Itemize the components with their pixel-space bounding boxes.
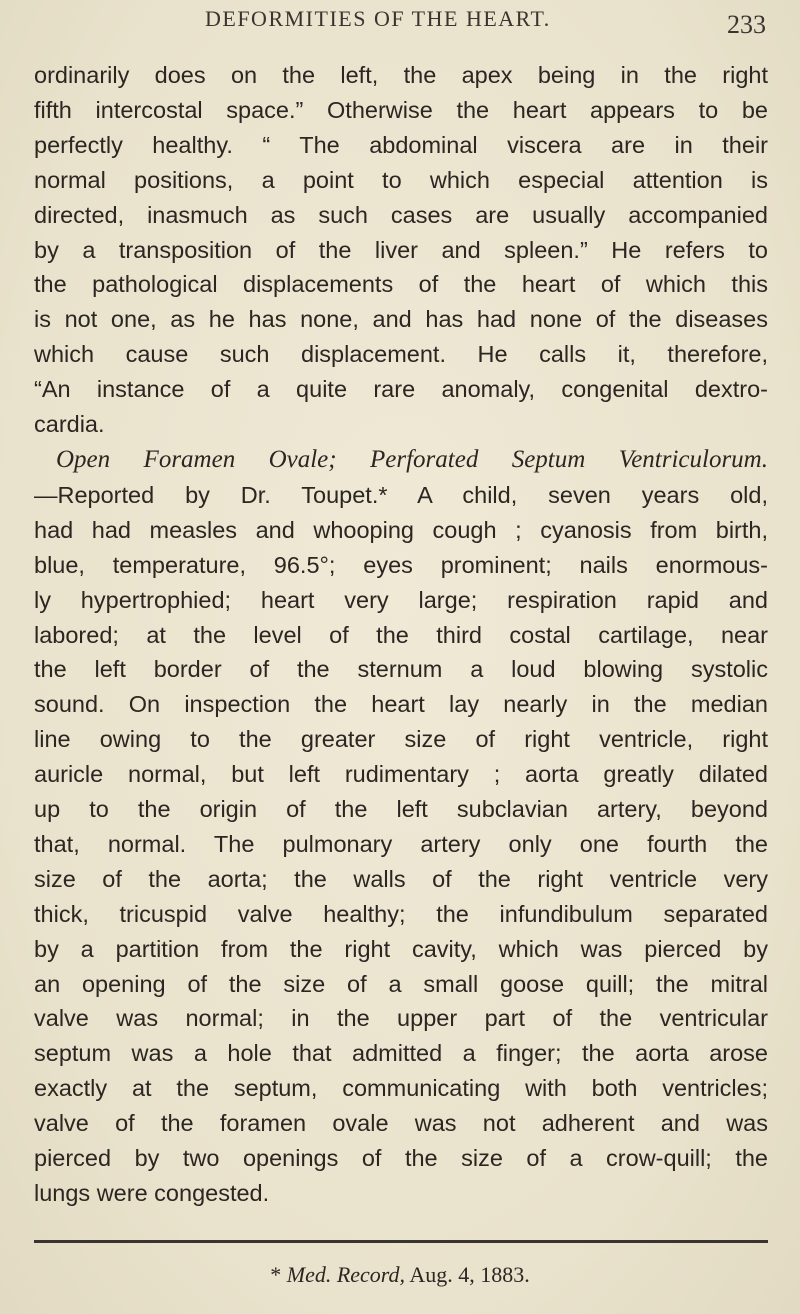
text-line: lungs were congested. (34, 1180, 270, 1206)
text-line: an opening of the size of a small goose quill; the mitral (34, 970, 768, 997)
text-line: size of the aorta; the walls of the right ventricle very (34, 865, 768, 892)
footnote-source: Med. Record, (286, 1262, 406, 1287)
text-line: thick, tricuspid valve healthy; the infundibulum separated (34, 900, 768, 927)
running-head (0, 4, 800, 38)
text-line: labored; at the level of the third costal cartilage, near (34, 621, 768, 648)
text-line: by a partition from the right cavity, which was pierced by (34, 935, 768, 962)
text-line: ly hypertrophied; heart very large; respiration rapid and (34, 586, 768, 613)
text-line: ordinarily does on the left, the apex being in the right (34, 62, 768, 88)
footnote-marker: * (270, 1262, 282, 1287)
text-line: by a transposition of the liver and spleen.” He refers to (34, 236, 768, 263)
section-heading: Open Foramen Ovale; Perforated Septum Ventriculorum. (56, 445, 768, 473)
text-line: directed, inasmuch as such cases are usually accompanied (34, 201, 768, 228)
text-line: up to the origin of the left subclavian artery, beyond (34, 796, 768, 823)
text-line: valve was normal; in the upper part of the ventricular (34, 1005, 768, 1032)
text-line: fifth intercostal space.” Otherwise the heart appears to be (34, 96, 768, 123)
text-line: exactly at the septum, communicating with both ventricles; (34, 1075, 768, 1102)
footnote-date: Aug. 4, 1883. (409, 1262, 530, 1287)
text-line: pierced by two openings of the size of a crow-quill; the (34, 1145, 768, 1172)
text-line: normal positions, a point to which especial attention is (34, 166, 768, 193)
text-line: cardia. (34, 411, 105, 438)
text-line: line owing to the greater size of right ventricle, right (34, 726, 768, 753)
text-line: auricle normal, but left rudimentary ; aorta greatly dilated (34, 761, 768, 788)
text-line: is not one, as he has none, and has had none of the diseases (34, 306, 768, 333)
paragraph-2 (34, 442, 768, 1211)
text-line: —Reported by Dr. Toupet.* A child, seven years old, (34, 481, 768, 508)
text-line: which cause such displacement. He calls it, therefore, (34, 341, 768, 368)
text-line: the left border of the sternum a loud blowing systolic (34, 656, 768, 683)
running-title: DEFORMITIES OF THE HEART. (205, 6, 551, 31)
section-heading-line (34, 442, 768, 478)
text-line: sound. On inspection the heart lay nearly in the median (34, 691, 768, 718)
body-text (34, 58, 768, 1211)
paragraph-1 (34, 58, 768, 442)
text-line: the pathological displacements of the heart of which this (34, 271, 768, 298)
footnote (0, 1262, 800, 1288)
text-line: perfectly healthy. “ The abdominal viscera are in their (34, 131, 768, 158)
text-line: septum was a hole that admitted a finger; the aorta arose (34, 1040, 768, 1067)
text-line: that, normal. The pulmonary artery only one fourth the (34, 830, 768, 857)
text-line: blue, temperature, 96.5°; eyes prominent; nails enormous- (34, 551, 768, 578)
page-number: 233 (727, 10, 766, 39)
text-line: “An instance of a quite rare anomaly, congenital dextro- (34, 376, 768, 403)
text-line: valve of the foramen ovale was not adherent and was (34, 1110, 768, 1137)
footnote-rule (34, 1240, 768, 1243)
text-line: had had measles and whooping cough ; cyanosis from birth, (34, 516, 768, 543)
